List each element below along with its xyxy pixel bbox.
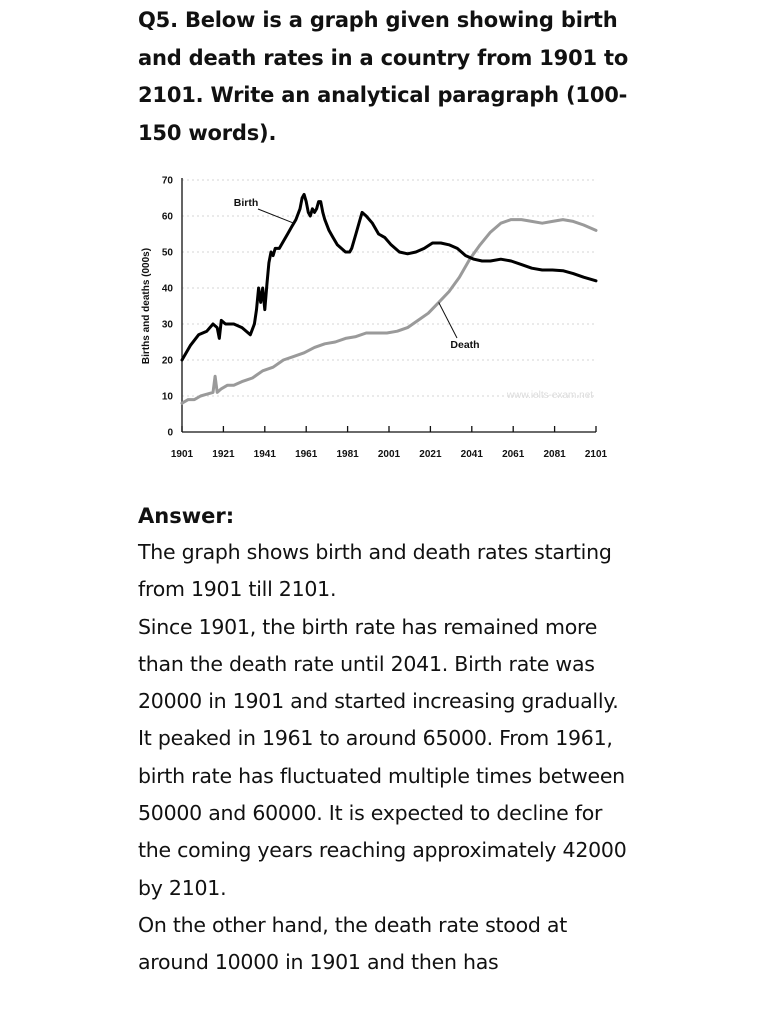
watermark-text: www.ielts-exam.net (506, 390, 594, 401)
y-tick-label: 60 (161, 211, 173, 223)
x-tick-label: 1941 (253, 449, 276, 460)
y-tick-label: 30 (161, 319, 173, 331)
y-tick-label: 0 (167, 427, 173, 439)
y-tick-label: 10 (161, 391, 173, 403)
chart-svg (130, 168, 620, 468)
answer-paragraph: On the other hand, the death rate stood at around 10000 in 1901 and then has (138, 912, 568, 975)
series-line-death (182, 220, 596, 404)
y-tick-label: 20 (161, 355, 173, 367)
answer-paragraph: Since 1901, the birth rate has remained more than the death rate until 2041. Birth rate was 20000 in 1901 and started increasing gradually. It peaked in 1961 to around 65000. From 1961, birth rate has fluctuated multiple times between 50000 and 60000. It is expected to decline for the coming years reaching approximately 42000 by 2101. (138, 614, 627, 900)
y-axis-label: Births and deaths (000s) (141, 247, 152, 365)
answer-body (138, 534, 638, 982)
x-tick-label: 2061 (502, 449, 525, 460)
annotation-birth: Birth (233, 197, 259, 209)
birth-death-chart (130, 168, 620, 472)
chart-series (182, 194, 596, 403)
x-tick-label: 2101 (584, 449, 608, 460)
y-tick-label: 70 (161, 175, 173, 187)
annotation-death: Death (450, 339, 480, 351)
question-text: Q5. Below is a graph given showing birth and death rates in a country from 1901 to 2101. Write an analytical paragraph (100-150 words). (138, 8, 629, 145)
y-tick-label: 50 (161, 247, 173, 259)
chart-grid (182, 180, 596, 396)
y-tick-label: 40 (161, 283, 173, 295)
x-tick-label: 1921 (212, 449, 235, 460)
chart-labels (141, 176, 608, 461)
x-tick-label: 2081 (543, 449, 566, 460)
x-tick-label: 1961 (295, 449, 318, 460)
answer-heading: Answer: (138, 504, 235, 528)
x-tick-label: 1981 (336, 449, 359, 460)
x-tick-label: 1901 (170, 449, 194, 460)
annotation-death-leader (439, 302, 457, 338)
x-tick-label: 2001 (377, 449, 401, 460)
x-tick-label: 2021 (419, 449, 442, 460)
x-tick-label: 2041 (460, 449, 483, 460)
series-line-birth (182, 194, 596, 360)
answer-paragraph: The graph shows birth and death rates starting from 1901 till 2101. (138, 540, 612, 602)
